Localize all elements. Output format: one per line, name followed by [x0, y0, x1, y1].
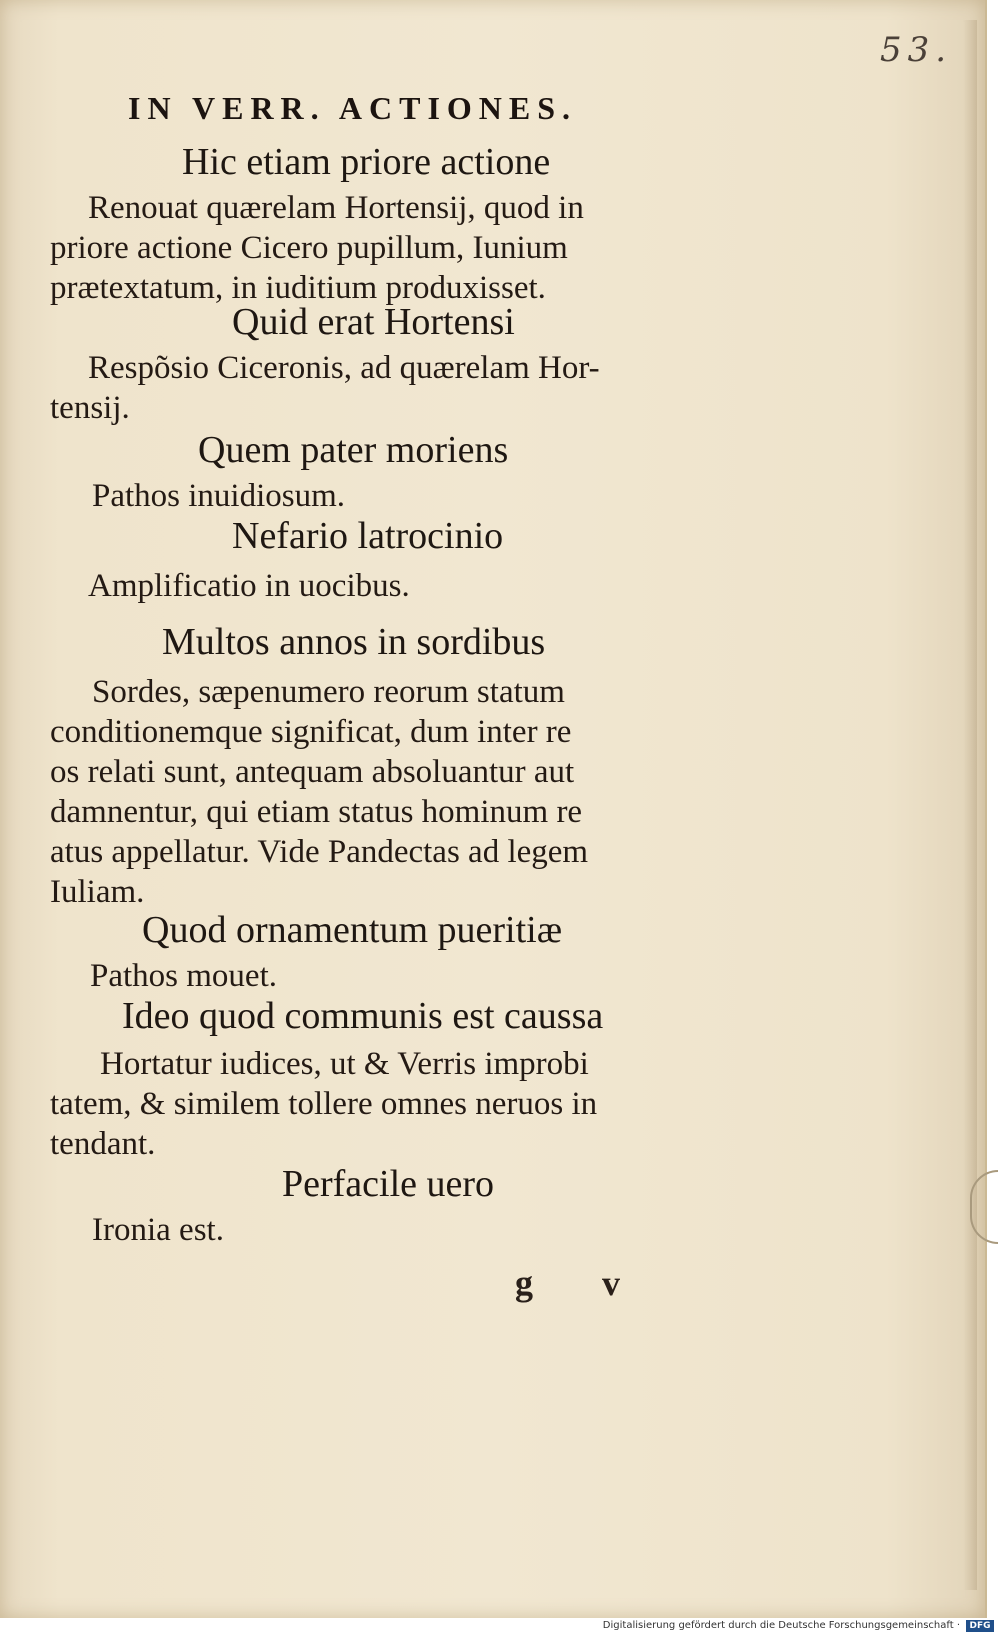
lemma-commentary: [50, 348, 600, 428]
lemma-commentary: [92, 1210, 224, 1250]
lemma-title: Nefario latrocinio: [232, 515, 504, 557]
lemma-title: Quid erat Hortensi: [232, 301, 515, 343]
lemma-title: Quem pater moriens: [198, 429, 509, 471]
commentary-line: Ironia est.: [92, 1212, 224, 1248]
lemma-commentary: [50, 1044, 597, 1164]
commentary-line: Pathos mouet.: [90, 958, 277, 994]
lemma-commentary: [90, 956, 277, 996]
dfg-logo: DFG: [966, 1620, 994, 1632]
folio-number: 53.: [880, 30, 953, 70]
commentary-line: Respõsio Ciceronis, ad quærelam Hor-: [88, 350, 600, 386]
lemma-title: Ideo quod communis est caussa: [122, 995, 604, 1037]
lemma-commentary: [50, 188, 584, 308]
commentary-line: tatem, & similem tollere omnes neruos in: [50, 1086, 598, 1122]
signature-mark: g v: [515, 1263, 650, 1303]
lemma-commentary: [88, 566, 410, 606]
lemma-commentary: [92, 476, 345, 516]
commentary-line: Sordes, sæpenumero reorum statum: [92, 674, 565, 710]
commentary-line: prætextatum, in iuditium produxisset.: [50, 270, 546, 306]
page-edge-shadow: [963, 20, 977, 1590]
commentary-line: tensij.: [50, 390, 130, 426]
commentary-line: tendant.: [50, 1126, 156, 1162]
lemma-title: Quod ornamentum pueritiæ: [142, 909, 563, 951]
lemma-title: Perfacile uero: [282, 1163, 495, 1205]
commentary-line: Pathos inuidiosum.: [92, 478, 346, 514]
commentary-line: Hortatur iudices, ut & Verris improbi: [100, 1046, 589, 1082]
commentary-line: os relati sunt, antequam absoluantur aut: [50, 754, 575, 790]
commentary-line: priore actione Cicero pupillum, Iunium: [50, 230, 568, 266]
commentary-line: Renouat quærelam Hortensij, quod in: [88, 190, 584, 226]
commentary-line: conditionemque significat, dum inter re: [50, 714, 572, 750]
lemma-title: Hic etiam priore actione: [182, 141, 551, 183]
commentary-line: atus appellatur. Vide Pandectas ad legem: [50, 834, 589, 870]
commentary-line: damnentur, qui etiam status hominum re: [50, 794, 583, 830]
commentary-line: Amplificatio in uocibus.: [88, 568, 410, 604]
commentary-line: Iuliam.: [50, 874, 145, 910]
lemma-title: Multos annos in sordibus: [162, 621, 546, 663]
running-header: IN VERR. ACTIONES.: [128, 90, 578, 126]
digitization-credit: Digitalisierung gefördert durch die Deutsche Forschungsgemeinschaft ·: [602, 1620, 960, 1631]
lemma-commentary: [50, 672, 588, 912]
digitization-footer: [0, 1618, 1000, 1635]
